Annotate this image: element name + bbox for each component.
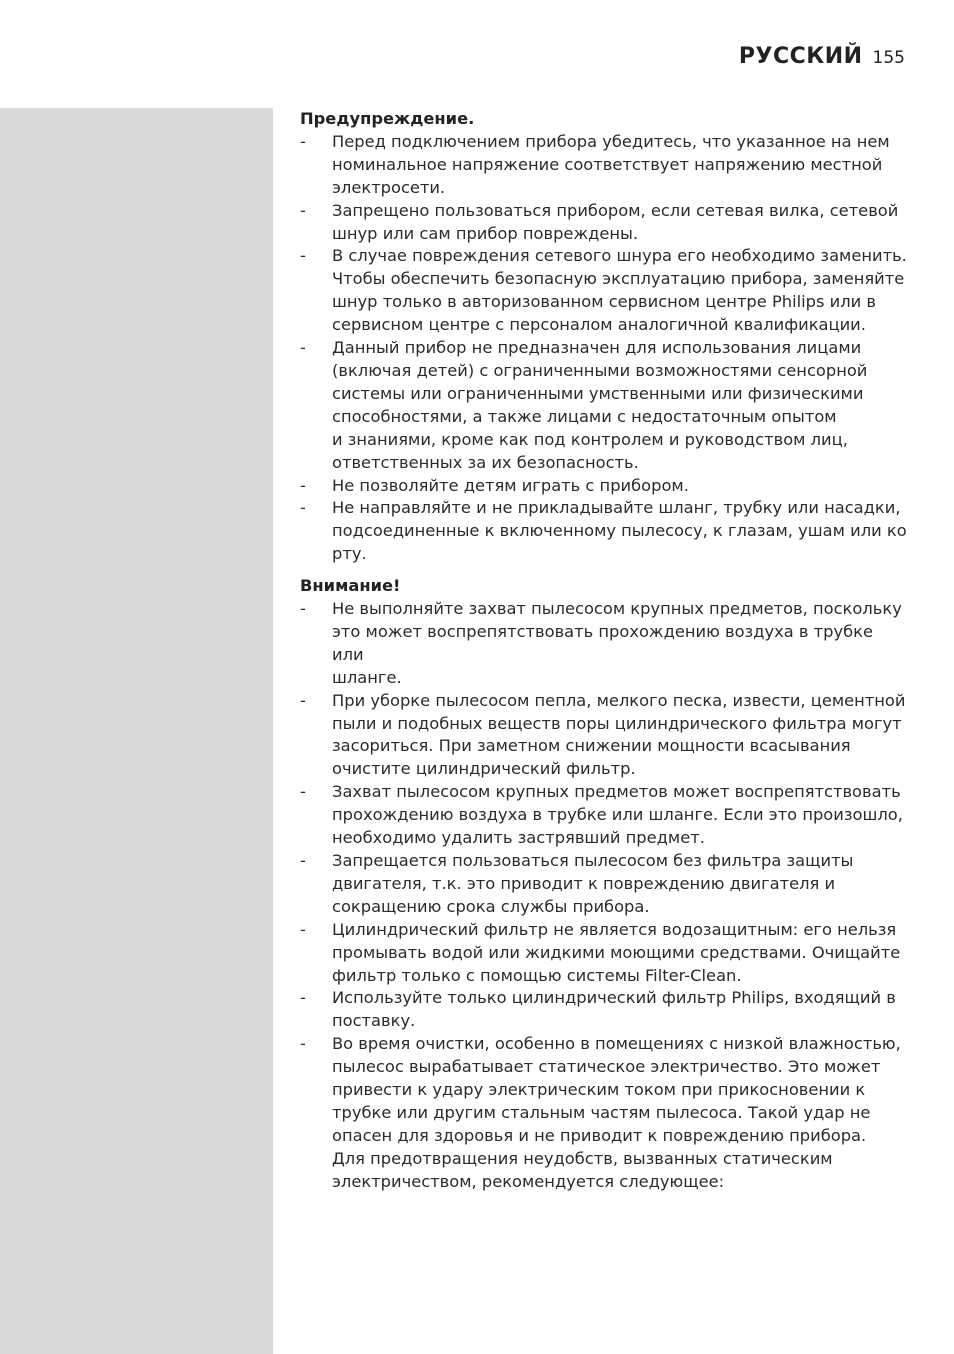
dash-bullet: - <box>300 599 306 619</box>
list-item <box>300 497 908 566</box>
text-line: Захват пылесосом крупных предметов может воспрепятствовать <box>332 782 901 802</box>
text-line: Во время очистки, особенно в помещениях с низкой влажностью, <box>332 1034 901 1054</box>
dash-bullet: - <box>300 690 306 710</box>
list-item <box>300 598 908 690</box>
list-item <box>300 245 908 337</box>
list-item <box>300 781 908 850</box>
text-line: необходимо удалить застрявший предмет. <box>332 828 705 848</box>
dash-bullet: - <box>300 988 306 1008</box>
text-line: подсоединенные к включенному пылесосу, к глазам, ушам или ко <box>332 521 907 541</box>
text-line: ответственных за их безопасность. <box>332 452 639 472</box>
text-line: Запрещается пользоваться пылесосом без фильтра защиты <box>332 851 854 870</box>
text-line: номинальное напряжение соответствует напряжению местной <box>332 154 883 174</box>
text-line: это может воспрепятствовать прохождению воздуха в трубке или <box>332 621 873 664</box>
dash-bullet: - <box>300 246 306 266</box>
text-line: Для предотвращения неудобств, вызванных статическим <box>332 1148 833 1168</box>
text-line: поставку. <box>332 1011 416 1031</box>
text-line: системы или ограниченными умственными или физическими <box>332 383 864 403</box>
dash-bullet: - <box>300 200 306 220</box>
gray-sidebar <box>0 108 273 1354</box>
text-line: Данный прибор не предназначен для использования лицами <box>332 338 862 358</box>
text-line: рту. <box>332 544 367 564</box>
bullet-list <box>300 598 908 1194</box>
text-line: электросети. <box>332 177 446 197</box>
text-line: прохождению воздуха в трубке или шланге. Если это произошло, <box>332 805 903 825</box>
section <box>300 108 908 566</box>
text-line: Чтобы обеспечить безопасную эксплуатацию прибора, заменяйте <box>332 269 905 289</box>
section <box>300 575 908 1193</box>
text-line: и знаниями, кроме как под контролем и руководством лиц, <box>332 429 848 449</box>
list-item <box>300 131 908 200</box>
dash-bullet: - <box>300 1034 306 1054</box>
list-item <box>300 919 908 988</box>
list-item <box>300 200 908 246</box>
list-item <box>300 1033 908 1193</box>
text-line: шнур только в авторизованном сервисном центре Philips или в <box>332 292 876 312</box>
dash-bullet: - <box>300 131 306 151</box>
text-line: шланге. <box>332 667 402 687</box>
text-line: опасен для здоровья и не приводит к повреждению прибора. <box>332 1125 867 1145</box>
text-line: Не направляйте и не прикладывайте шланг, трубку или насадки, <box>332 498 901 518</box>
text-line: шнур или сам прибор повреждены. <box>332 223 639 243</box>
dash-bullet: - <box>300 782 306 802</box>
list-item <box>300 690 908 782</box>
dash-bullet: - <box>300 919 306 939</box>
text-line: способностями, а также лицами с недостаточным опытом <box>332 406 837 426</box>
text-line: трубке или другим стальным частям пылесоса. Такой удар не <box>332 1102 871 1122</box>
text-line: пыли и подобных веществ поры цилиндрического фильтра могут <box>332 713 902 733</box>
dash-bullet: - <box>300 851 306 870</box>
dash-bullet: - <box>300 338 306 358</box>
text-line: двигателя, т.к. это приводит к повреждению двигателя и <box>332 873 836 893</box>
text-line: пылесос вырабатывает статическое электричество. Это может <box>332 1057 881 1077</box>
text-line: Цилиндрический фильтр не является водозащитным: его нельзя <box>332 919 897 939</box>
dash-bullet: - <box>300 475 306 495</box>
text-line: В случае повреждения сетевого шнура его необходимо заменить. <box>332 246 907 266</box>
text-line: сокращению срока службы прибора. <box>332 896 650 916</box>
list-item <box>300 850 908 919</box>
text-line: Не позволяйте детям играть с прибором. <box>332 475 689 495</box>
text-line: привести к удару электрическим током при прикосновении к <box>332 1080 866 1100</box>
text-line: фильтр только с помощью системы Filter-Clean. <box>332 965 742 985</box>
text-line: При уборке пылесосом пепла, мелкого песка, извести, цементной <box>332 690 906 710</box>
text-line: Используйте только цилиндрический фильтр Philips, входящий в <box>332 988 896 1008</box>
text-line: Перед подключением прибора убедитесь, что указанное на нем <box>332 131 890 151</box>
section-heading: Предупреждение. <box>300 109 475 128</box>
bullet-list <box>300 131 908 566</box>
text-line: электричеством, рекомендуется следующее: <box>332 1171 725 1191</box>
list-item <box>300 475 908 498</box>
language-title: РУССКИЙ <box>738 44 863 69</box>
list-item <box>300 987 908 1033</box>
page-number: 155 <box>872 48 905 68</box>
dash-bullet: - <box>300 498 306 518</box>
text-line: (включая детей) с ограниченными возможностями сенсорной <box>332 360 868 380</box>
text-line: Запрещено пользоваться прибором, если сетевая вилка, сетевой <box>332 200 899 220</box>
text-line: очистите цилиндрический фильтр. <box>332 759 636 779</box>
list-item <box>300 337 908 474</box>
text-line: засориться. При заметном снижении мощности всасывания <box>332 736 851 756</box>
page-header <box>739 44 905 69</box>
section-heading: Внимание! <box>300 576 401 596</box>
text-line: Не выполняйте захват пылесосом крупных предметов, поскольку <box>332 599 902 619</box>
text-line: промывать водой или жидкими моющими средствами. Очищайте <box>332 942 901 962</box>
text-line: сервисном центре с персоналом аналогичной квалификации. <box>332 315 866 335</box>
main-content <box>300 108 908 1203</box>
